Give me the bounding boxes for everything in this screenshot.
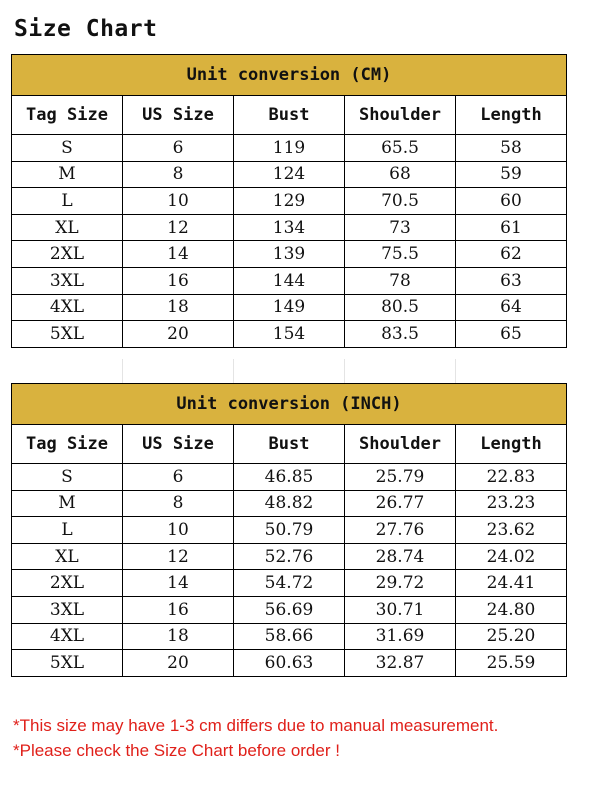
table-cell: 20 (123, 321, 234, 348)
table-cell: 61 (456, 214, 567, 241)
table-cell: 70.5 (345, 188, 456, 215)
table-cell: 23.23 (456, 490, 567, 517)
table-cell: 78 (345, 267, 456, 294)
table-cell: 6 (123, 135, 234, 162)
table-row (12, 570, 567, 597)
table-cell: 134 (234, 214, 345, 241)
table-cell: 65.5 (345, 135, 456, 162)
table-cell: 68 (345, 161, 456, 188)
table-cell: 129 (234, 188, 345, 215)
page-title: Size Chart (14, 16, 158, 42)
table-row (12, 135, 567, 162)
table-body (12, 464, 567, 677)
column-header-shoulder: Shoulder (345, 425, 456, 464)
table-cell: 149 (234, 294, 345, 321)
table-cell: 6 (123, 464, 234, 491)
table-cell: 52.76 (234, 543, 345, 570)
table-cell: 65 (456, 321, 567, 348)
table-cell: 32.87 (345, 650, 456, 677)
table-cell: 18 (123, 623, 234, 650)
table-cell: 54.72 (234, 570, 345, 597)
table-cell: 2XL (12, 570, 123, 597)
table-cell: 2XL (12, 241, 123, 268)
table-row (12, 517, 567, 544)
table-row (12, 188, 567, 215)
table-cell: S (12, 464, 123, 491)
table-cell: 14 (123, 570, 234, 597)
table-cell: 62 (456, 241, 567, 268)
table-cell: 31.69 (345, 623, 456, 650)
table-cell: 46.85 (234, 464, 345, 491)
table-cell: S (12, 135, 123, 162)
table-row (12, 214, 567, 241)
table-cell: 64 (456, 294, 567, 321)
column-header-shoulder: Shoulder (345, 96, 456, 135)
table-cell: 5XL (12, 321, 123, 348)
table-caption: Unit conversion (CM) (12, 55, 567, 96)
table-row (12, 490, 567, 517)
table-cell: 63 (456, 267, 567, 294)
table-row (12, 623, 567, 650)
table-cell: 83.5 (345, 321, 456, 348)
table-cell: XL (12, 543, 123, 570)
table-cell: M (12, 161, 123, 188)
table-cell: 8 (123, 490, 234, 517)
column-header-tag-size: Tag Size (12, 425, 123, 464)
table-cell: 30.71 (345, 596, 456, 623)
table-cell: 28.74 (345, 543, 456, 570)
column-header-us-size: US Size (123, 96, 234, 135)
column-header-length: Length (456, 96, 567, 135)
column-header-tag-size: Tag Size (12, 96, 123, 135)
size-table-inch (11, 383, 567, 677)
table-cell: 75.5 (345, 241, 456, 268)
table-cell: L (12, 188, 123, 215)
table-cell: 139 (234, 241, 345, 268)
table-cell: 16 (123, 267, 234, 294)
table-row (12, 543, 567, 570)
column-header-bust: Bust (234, 425, 345, 464)
column-header-us-size: US Size (123, 425, 234, 464)
table-cell: 4XL (12, 294, 123, 321)
table-cell: 20 (123, 650, 234, 677)
table-row (12, 294, 567, 321)
table-cell: 14 (123, 241, 234, 268)
table-cell: 29.72 (345, 570, 456, 597)
size-disclaimer-note: *This size may have 1-3 cm differs due to manual measurement. (13, 716, 499, 735)
table-cell: 60.63 (234, 650, 345, 677)
table-row (12, 464, 567, 491)
table-cell: 3XL (12, 596, 123, 623)
table-cell: 59 (456, 161, 567, 188)
table-cell: 25.59 (456, 650, 567, 677)
table-row (12, 321, 567, 348)
table-cell: 12 (123, 543, 234, 570)
table-cell: 124 (234, 161, 345, 188)
table-cell: 26.77 (345, 490, 456, 517)
table-cell: 10 (123, 188, 234, 215)
table-cell: 10 (123, 517, 234, 544)
table-cell: 73 (345, 214, 456, 241)
table-cell: XL (12, 214, 123, 241)
table-cell: 24.41 (456, 570, 567, 597)
table-cell: 25.79 (345, 464, 456, 491)
table-cell: 4XL (12, 623, 123, 650)
column-header-bust: Bust (234, 96, 345, 135)
table-cell: 48.82 (234, 490, 345, 517)
table-cell: 50.79 (234, 517, 345, 544)
column-header-length: Length (456, 425, 567, 464)
table-cell: 60 (456, 188, 567, 215)
table-cell: 56.69 (234, 596, 345, 623)
table-cell: 3XL (12, 267, 123, 294)
table-cell: 58.66 (234, 623, 345, 650)
table-caption: Unit conversion (INCH) (12, 384, 567, 425)
table-cell: 8 (123, 161, 234, 188)
table-cell: 5XL (12, 650, 123, 677)
table-cell: 24.80 (456, 596, 567, 623)
table-cell: 119 (234, 135, 345, 162)
table-cell: 25.20 (456, 623, 567, 650)
table-cell: M (12, 490, 123, 517)
table-cell: L (12, 517, 123, 544)
table-separator (11, 359, 566, 383)
table-row (12, 650, 567, 677)
table-cell: 58 (456, 135, 567, 162)
table-row (12, 596, 567, 623)
check-chart-note: *Please check the Size Chart before order ! (13, 741, 340, 760)
table-cell: 22.83 (456, 464, 567, 491)
table-cell: 24.02 (456, 543, 567, 570)
table-body (12, 135, 567, 348)
table-cell: 154 (234, 321, 345, 348)
table-cell: 16 (123, 596, 234, 623)
table-cell: 18 (123, 294, 234, 321)
table-cell: 80.5 (345, 294, 456, 321)
table-cell: 12 (123, 214, 234, 241)
table-cell: 27.76 (345, 517, 456, 544)
size-table-cm (11, 54, 567, 348)
table-cell: 144 (234, 267, 345, 294)
table-row (12, 267, 567, 294)
table-row (12, 241, 567, 268)
table-row (12, 161, 567, 188)
table-cell: 23.62 (456, 517, 567, 544)
